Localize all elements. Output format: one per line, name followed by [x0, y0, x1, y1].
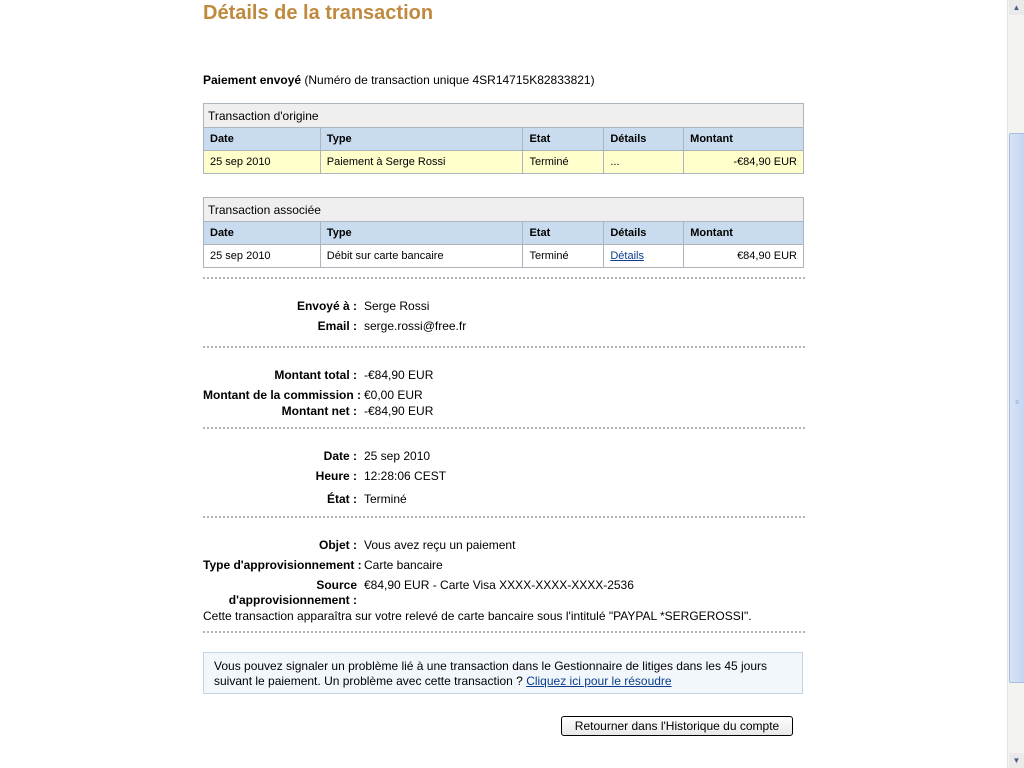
divider — [203, 277, 805, 279]
total-amount-value: -€84,90 EUR — [364, 368, 434, 382]
sent-to-row — [203, 299, 805, 315]
dispute-line-1: Vous pouvez signaler un problème lié à une transaction dans le Gestionnaire de litiges dans les 45 jours — [214, 659, 768, 673]
origin-table-header — [204, 128, 804, 151]
total-amount-row — [203, 368, 805, 384]
resolve-dispute-link[interactable]: Cliquez ici pour le résoudre — [526, 674, 672, 688]
col-amount: Montant — [684, 128, 804, 151]
scroll-up-icon[interactable]: ▲ — [1009, 0, 1024, 15]
col-details: Détails — [604, 128, 684, 151]
time-label: Heure : — [315, 469, 357, 483]
time-value: 12:28:06 CEST — [364, 469, 447, 483]
row-date: 25 sep 2010 — [204, 245, 321, 268]
net-amount-row — [203, 404, 805, 420]
subject-value: Vous avez reçu un paiement — [364, 538, 516, 552]
transaction-summary — [203, 73, 595, 87]
row-type: Paiement à Serge Rossi — [320, 151, 523, 174]
scrollbar-thumb[interactable] — [1009, 133, 1024, 683]
grip-icon: ≡ — [1015, 400, 1019, 406]
funding-source-label — [203, 578, 357, 608]
funding-type-label: Type d'approvisionnement : — [203, 558, 362, 572]
page-title: Détails de la transaction — [203, 2, 434, 24]
total-amount-label: Montant total : — [274, 368, 357, 382]
scroll-down-icon[interactable]: ▼ — [1009, 753, 1024, 768]
sent-to-value: Serge Rossi — [364, 299, 430, 313]
divider — [203, 631, 805, 633]
col-type: Type — [320, 222, 523, 245]
origin-transaction-table — [203, 103, 804, 174]
transaction-id: (Numéro de transaction unique 4SR14715K82833821) — [304, 73, 595, 87]
divider — [203, 427, 805, 429]
row-amount: €84,90 EUR — [684, 245, 804, 268]
funding-source-value: €84,90 EUR - Carte Visa XXXX-XXXX-XXXX-2536 — [364, 578, 634, 592]
funding-type-row — [203, 558, 805, 574]
details-link[interactable]: Détails — [610, 250, 644, 262]
summary-label: Paiement envoyé — [203, 73, 302, 87]
date-value: 25 sep 2010 — [364, 449, 431, 463]
dispute-line-2: suivant le paiement. Un problème avec cette transaction ? — [214, 674, 523, 688]
email-label: Email : — [317, 319, 357, 333]
net-amount-value: -€84,90 EUR — [364, 404, 434, 418]
associated-table-caption: Transaction associée — [204, 198, 804, 222]
row-status: Terminé — [523, 245, 604, 268]
fee-row — [203, 388, 805, 404]
funding-type-value: Carte bancaire — [364, 558, 443, 572]
status-value: Terminé — [364, 492, 407, 506]
col-details: Détails — [604, 222, 684, 245]
date-label: Date : — [323, 449, 357, 463]
time-row — [203, 469, 805, 485]
row-details: ... — [604, 151, 684, 174]
col-date: Date — [204, 128, 321, 151]
col-date: Date — [204, 222, 321, 245]
row-amount: -€84,90 EUR — [684, 151, 804, 174]
col-status: Etat — [523, 222, 604, 245]
row-status: Terminé — [523, 151, 604, 174]
divider — [203, 346, 805, 348]
dispute-info-text — [214, 659, 767, 689]
date-row — [203, 449, 805, 465]
status-label: État : — [327, 492, 357, 506]
row-details-cell — [604, 245, 684, 268]
row-date: 25 sep 2010 — [204, 151, 321, 174]
status-row — [203, 492, 805, 508]
col-status: Etat — [523, 128, 604, 151]
col-type: Type — [320, 128, 523, 151]
funding-source-label-line2: d'approvisionnement : — [228, 593, 357, 607]
origin-table-caption: Transaction d'origine — [204, 104, 804, 128]
sent-to-label: Envoyé à : — [296, 299, 357, 313]
table-row — [204, 245, 804, 268]
associated-table-header — [204, 222, 804, 245]
divider — [203, 516, 805, 518]
subject-label: Objet : — [319, 538, 357, 552]
net-amount-label: Montant net : — [281, 404, 357, 418]
email-row — [203, 319, 805, 335]
back-to-history-button[interactable]: Retourner dans l'Historique du compte — [561, 716, 793, 736]
fee-value: €0,00 EUR — [364, 388, 423, 402]
row-type: Débit sur carte bancaire — [320, 245, 523, 268]
funding-source-label-line1: Source — [316, 578, 357, 592]
dispute-info-box — [203, 652, 803, 694]
vertical-scrollbar[interactable] — [1007, 0, 1024, 768]
email-value: serge.rossi@free.fr — [364, 319, 467, 333]
funding-source-row — [203, 578, 805, 608]
table-row — [204, 151, 804, 174]
subject-row — [203, 538, 805, 554]
statement-note: Cette transaction apparaîtra sur votre relevé de carte bancaire sous l'intitulé "PAYPAL *SERGEROSSI". — [203, 609, 752, 623]
fee-label: Montant de la commission : — [203, 388, 362, 402]
associated-transaction-table — [203, 197, 804, 268]
col-amount: Montant — [684, 222, 804, 245]
